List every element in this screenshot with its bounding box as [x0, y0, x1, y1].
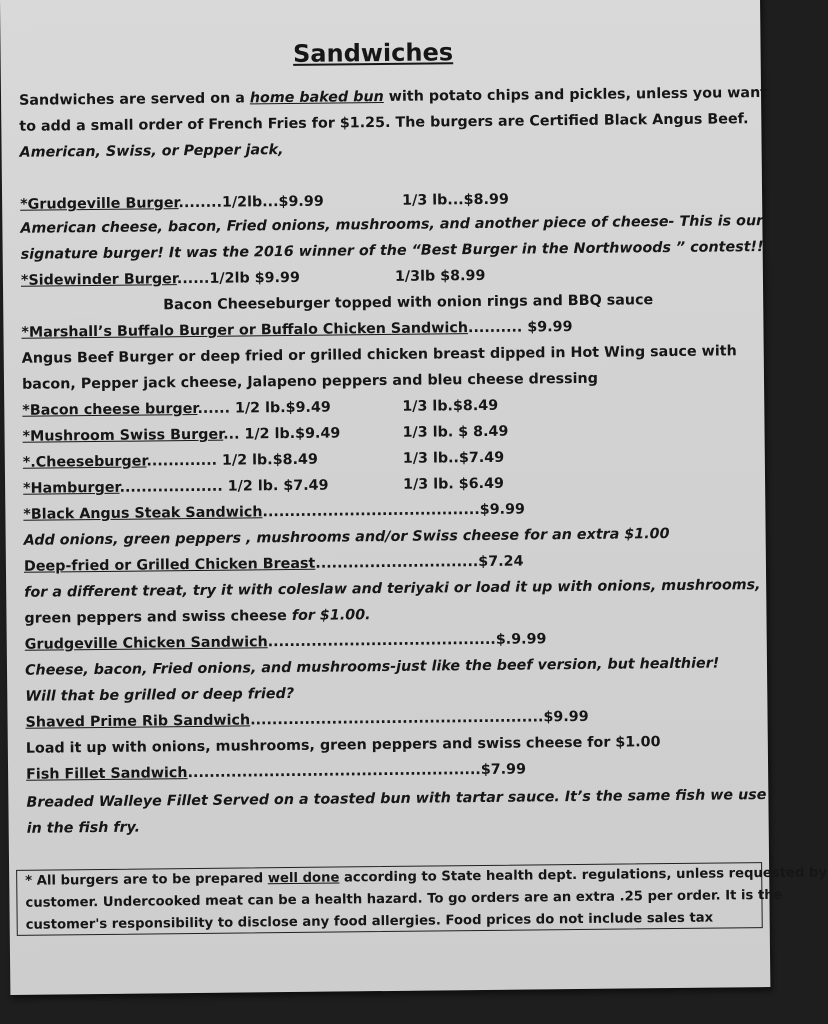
health-notice-box	[16, 862, 828, 936]
menu-item-fish-fillet	[26, 757, 526, 788]
item-description: Load it up with onions, mushrooms, green peppers and swiss cheese for $1.00	[25, 734, 661, 757]
page-title: Sandwiches	[292, 38, 454, 68]
item-price-third-lb: 1/3 lb...$8.99	[402, 191, 509, 209]
item-price: ........................................$9.99	[262, 501, 526, 521]
item-price-third-lb: 1/3lb $8.99	[394, 267, 486, 285]
notice-line-3: customer's responsibility to disclose any food allergies. Food prices do not include sales tax	[25, 910, 714, 933]
item-description: Angus Beef Burger or deep fried or grilled chicken breast dipped in Hot Wing sauce with	[21, 343, 737, 367]
item-price-third-lb: 1/3 lb..$7.49	[402, 449, 505, 467]
item-price: ... 1/2 lb.$9.49	[223, 425, 341, 443]
item-description: Cheese, bacon, Fried onions, and mushrooms-just like the beef version, but healthier!	[24, 655, 720, 679]
item-price: ......1/2lb $9.99	[176, 269, 300, 288]
notice-line-2: customer. Undercooked meat can be a health hazard. To go orders are an extra .25 per order. It is the	[25, 887, 783, 911]
menu-item-mushroom-swiss-burger	[22, 420, 340, 449]
intro-emphasis: home baked bun	[249, 88, 384, 107]
item-description: bacon, Pepper jack cheese, Jalapeno peppers and bleu cheese dressing	[21, 370, 599, 393]
item-description: in the fish fry.	[26, 819, 141, 837]
item-price: ..............................$7.24	[315, 553, 524, 572]
item-name: *Grudgeville Burger	[20, 195, 179, 213]
menu-item-sidewinder-burger	[21, 265, 300, 294]
item-price: ........1/2lb...$9.99	[178, 193, 324, 212]
item-description: Will that be grilled or deep fried?	[25, 685, 295, 705]
item-price: ............. 1/2 lb.$8.49	[146, 451, 318, 470]
item-name: Grudgeville Chicken Sandwich	[24, 634, 268, 653]
item-name: *Bacon cheese burger	[22, 400, 198, 419]
item-name: *Mushroom Swiss Burger	[22, 426, 224, 445]
item-description: Add onions, green peppers , mushrooms and/or Swiss cheese for an extra $1.00	[23, 526, 670, 549]
intro-line-3: American, Swiss, or Pepper jack,	[19, 142, 284, 161]
item-description: American cheese, bacon, Fried onions, mushrooms, and another piece of cheese- This is our	[20, 213, 764, 237]
item-description: signature burger! It was the 2016 winner of the “Best Burger in the Northwoods ” contest!!	[20, 239, 764, 263]
menu-item-hamburger	[23, 473, 329, 502]
item-name: Deep-fried or Grilled Chicken Breast	[23, 555, 316, 575]
item-price-third-lb: 1/3 lb.$8.49	[402, 397, 499, 415]
item-name: *.Cheeseburger	[22, 453, 147, 471]
item-description-text: green peppers and swiss cheese	[24, 607, 292, 627]
intro-text: with potato chips and pickles, unless you want	[383, 84, 768, 105]
notice-text: according to State health dept. regulations, unless requested by	[339, 865, 828, 886]
item-price: ......................................................$7.99	[187, 761, 527, 782]
item-price: ..........................................$.9.99	[267, 631, 547, 651]
item-name: *Black Angus Steak Sandwich	[23, 504, 263, 523]
notice-emphasis: well done	[267, 870, 340, 887]
item-price-third-lb: 1/3 lb. $6.49	[403, 475, 505, 493]
intro-text: Sandwiches are served on a	[18, 90, 250, 109]
notice-text: * All burgers are to be prepared	[25, 871, 268, 889]
item-name: *Hamburger	[23, 479, 120, 497]
menu-item-bacon-cheese-burger	[22, 395, 331, 424]
item-description	[24, 602, 370, 632]
item-name: Fish Fillet Sandwich	[26, 765, 188, 783]
item-name: *Sidewinder Burger	[20, 271, 177, 289]
item-price: ................... 1/2 lb. $7.49	[119, 477, 329, 496]
item-description: Breaded Walleye Fillet Served on a toasted bun with tartar sauce. It’s the same fish we use	[26, 787, 767, 811]
menu-item-cheeseburger	[23, 447, 318, 476]
item-price: .......... $9.99	[467, 319, 573, 337]
intro-line-2: to add a small order of French Fries for $1.25. The burgers are Certified Black Angus Beef.	[19, 111, 749, 135]
item-price: ...... 1/2 lb.$9.49	[197, 399, 331, 417]
item-description: Bacon Cheeseburger topped with onion rings and BBQ sauce	[163, 292, 654, 314]
item-name: *Marshall’s Buffalo Burger or Buffalo Chicken Sandwich	[21, 320, 469, 341]
item-name: Shaved Prime Rib Sandwich	[25, 712, 251, 731]
item-description-text: for a different treat, try it with coleslaw and teriyaki or load it up with onions, mushrooms,	[24, 577, 761, 601]
item-price: ......................................................$9.99	[250, 708, 589, 729]
item-price-third-lb: 1/3 lb. $ 8.49	[402, 423, 509, 441]
item-description-text: for $1.00.	[291, 607, 371, 624]
